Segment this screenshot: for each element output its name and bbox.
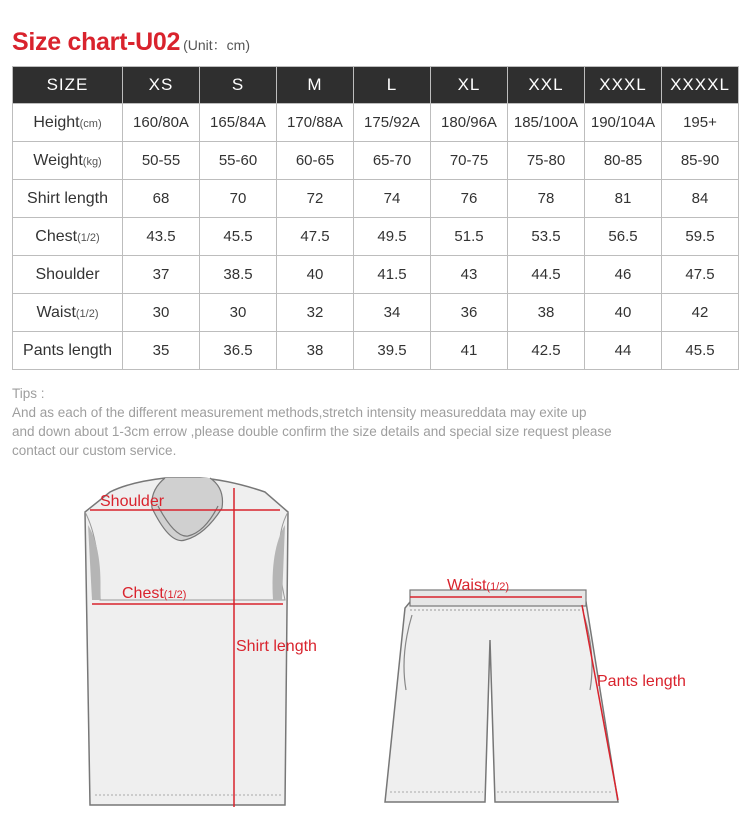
- waist-label: [447, 577, 509, 595]
- table-cell: 43.5: [123, 218, 200, 256]
- table-body: [13, 104, 739, 370]
- table-cell: 60-65: [277, 142, 354, 180]
- row-label-text: Height: [33, 113, 80, 131]
- page-title: Size chart-U02: [12, 28, 181, 56]
- waist-label-text: Waist: [447, 577, 487, 594]
- col-header-xs: XS: [123, 67, 200, 104]
- table-cell: 51.5: [431, 218, 508, 256]
- table-cell: 70-75: [431, 142, 508, 180]
- table-cell: 40: [585, 294, 662, 332]
- col-header-xxxxl: XXXXL: [662, 67, 739, 104]
- row-label-unit: (kg): [82, 155, 102, 168]
- table-cell: 85-90: [662, 142, 739, 180]
- table-cell: 175/92A: [354, 104, 431, 142]
- chest-label-unit: (1/2): [163, 589, 187, 601]
- table-cell: 47.5: [662, 256, 739, 294]
- col-header-s: S: [200, 67, 277, 104]
- table-cell: 38.5: [200, 256, 277, 294]
- table-cell: 40: [277, 256, 354, 294]
- col-header-size: SIZE: [13, 67, 123, 104]
- row-label-text: Weight: [33, 151, 83, 169]
- table-cell: 80-85: [585, 142, 662, 180]
- table-cell: 56.5: [585, 218, 662, 256]
- table-cell: 55-60: [200, 142, 277, 180]
- table-cell: 180/96A: [431, 104, 508, 142]
- row-label: [13, 104, 123, 142]
- table-cell: 65-70: [354, 142, 431, 180]
- table-cell: 165/84A: [200, 104, 277, 142]
- table-cell: 70: [200, 180, 277, 218]
- table-cell: 30: [200, 294, 277, 332]
- table-row: [13, 294, 739, 332]
- row-label-text: Shoulder: [35, 265, 100, 283]
- row-label-text: Chest: [35, 227, 78, 245]
- table-cell: 36.5: [200, 332, 277, 370]
- tips-heading: Tips :: [12, 386, 45, 401]
- table-cell: 42: [662, 294, 739, 332]
- garment-diagram: [0, 470, 750, 840]
- table-row: [13, 104, 739, 142]
- table-cell: 46: [585, 256, 662, 294]
- tips-note: [12, 384, 742, 460]
- table-cell: 41: [431, 332, 508, 370]
- table-cell: 68: [123, 180, 200, 218]
- row-label-unit: (cm): [79, 117, 102, 130]
- tips-line-3: contact our custom service.: [12, 443, 177, 458]
- table-cell: 50-55: [123, 142, 200, 180]
- shirt-length-label: Shirt length: [236, 638, 317, 655]
- table-cell: 38: [277, 332, 354, 370]
- row-label-unit: (1/2): [75, 307, 99, 320]
- row-label: [13, 256, 123, 294]
- table-cell: 39.5: [354, 332, 431, 370]
- table-row: [13, 142, 739, 180]
- size-table: [12, 66, 739, 370]
- table-cell: 170/88A: [277, 104, 354, 142]
- row-label-text: Waist: [36, 303, 76, 321]
- row-label: [13, 142, 123, 180]
- title-row: [12, 28, 250, 57]
- table-cell: 190/104A: [585, 104, 662, 142]
- table-cell: 47.5: [277, 218, 354, 256]
- table-cell: 45.5: [200, 218, 277, 256]
- table-cell: 53.5: [508, 218, 585, 256]
- table-cell: 43: [431, 256, 508, 294]
- table-cell: 38: [508, 294, 585, 332]
- table-cell: 76: [431, 180, 508, 218]
- table-row: [13, 256, 739, 294]
- pants-length-label: Pants length: [597, 673, 686, 690]
- table-cell: 72: [277, 180, 354, 218]
- col-header-xxl: XXL: [508, 67, 585, 104]
- table-cell: 75-80: [508, 142, 585, 180]
- chest-label: [122, 585, 186, 603]
- table-cell: 35: [123, 332, 200, 370]
- table-cell: 59.5: [662, 218, 739, 256]
- table-cell: 49.5: [354, 218, 431, 256]
- row-label: [13, 218, 123, 256]
- table-cell: 195+: [662, 104, 739, 142]
- row-label: [13, 294, 123, 332]
- table-cell: 32: [277, 294, 354, 332]
- row-label-text: Shirt length: [27, 189, 108, 207]
- table-cell: 41.5: [354, 256, 431, 294]
- table-cell: 34: [354, 294, 431, 332]
- waist-label-unit: (1/2): [486, 581, 510, 593]
- shorts-illustration: [385, 590, 618, 802]
- table-cell: 37: [123, 256, 200, 294]
- table-cell: 160/80A: [123, 104, 200, 142]
- col-header-m: M: [277, 67, 354, 104]
- table-cell: 36: [431, 294, 508, 332]
- chest-label-text: Chest: [122, 585, 164, 602]
- table-row: [13, 218, 739, 256]
- row-label: [13, 332, 123, 370]
- row-label-text: Pants length: [23, 341, 112, 359]
- tips-line-1: And as each of the different measurement methods,stretch intensity measureddata may exite up: [12, 405, 587, 420]
- table-cell: 185/100A: [508, 104, 585, 142]
- table-row: [13, 180, 739, 218]
- table-cell: 81: [585, 180, 662, 218]
- table-cell: 74: [354, 180, 431, 218]
- table-cell: 44.5: [508, 256, 585, 294]
- table-cell: 84: [662, 180, 739, 218]
- table-row: [13, 332, 739, 370]
- row-label: [13, 180, 123, 218]
- table-cell: 44: [585, 332, 662, 370]
- shoulder-label: Shoulder: [100, 493, 165, 510]
- table-cell: 45.5: [662, 332, 739, 370]
- table-cell: 42.5: [508, 332, 585, 370]
- col-header-l: L: [354, 67, 431, 104]
- unit-note: (Unit：cm): [183, 37, 250, 53]
- table-cell: 30: [123, 294, 200, 332]
- table-header-row: [13, 67, 739, 104]
- tips-line-2: and down about 1-3cm errow ,please double confirm the size details and special size request please: [12, 424, 612, 439]
- table-cell: 78: [508, 180, 585, 218]
- col-header-xl: XL: [431, 67, 508, 104]
- row-label-unit: (1/2): [77, 231, 100, 244]
- col-header-xxxl: XXXL: [585, 67, 662, 104]
